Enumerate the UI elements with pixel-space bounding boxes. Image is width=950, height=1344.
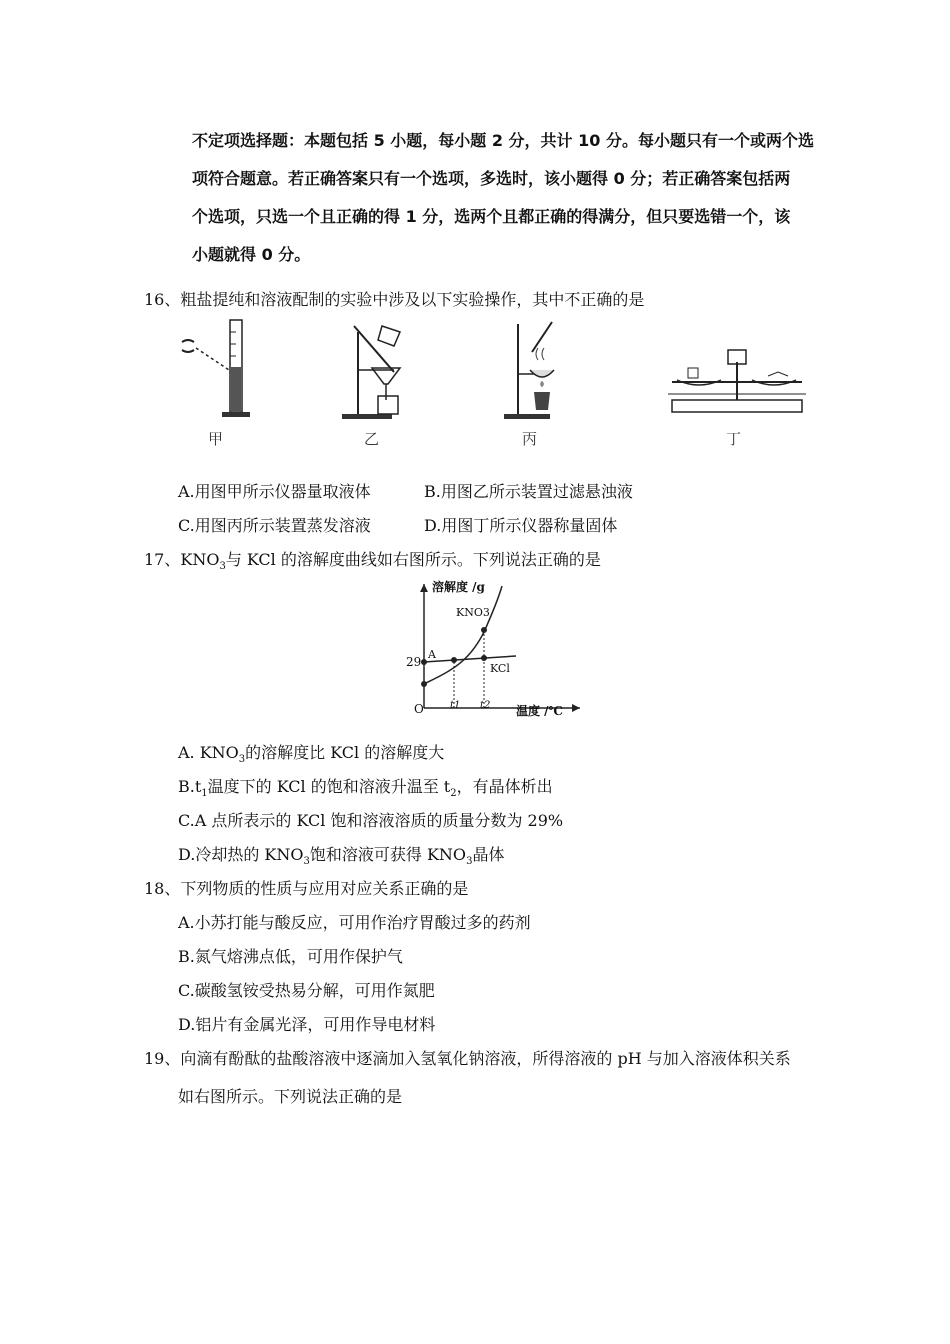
graph-point-a: A — [428, 648, 436, 661]
figure-label-bing: 丙 — [522, 430, 538, 448]
graph-origin: O — [414, 702, 424, 716]
q18-option-a: A.小苏打能与酸反应，可用作治疗胃酸过多的药剂 — [178, 913, 531, 932]
q18-option-c: C.碳酸氢铵受热易分解，可用作氮肥 — [178, 981, 435, 1000]
graduated-cylinder-icon — [182, 320, 250, 417]
graph-xlabel: 温度 /℃ — [516, 704, 563, 718]
instructions-line-3: 个选项，只选一个且正确的得 1 分，选两个且都正确的得满分，但只要选错一个，该 — [192, 207, 791, 226]
graph-t1: t1 — [450, 700, 461, 711]
figure-label-ding: 丁 — [726, 430, 742, 448]
question-18-stem: 18、下列物质的性质与应用对应关系正确的是 — [144, 879, 469, 898]
instructions-line-4: 小题就得 0 分。 — [192, 245, 311, 264]
q16-option-c: C.用图丙所示装置蒸发溶液 — [178, 516, 371, 535]
graph-label-kcl: KCl — [490, 662, 510, 675]
instructions-line-1: 不定项选择题：本题包括 5 小题，每小题 2 分，共计 10 分。每小题只有一个或两个选 — [192, 131, 814, 150]
question-19-stem-line-1: 19、向滴有酚酞的盐酸溶液中逐滴加入氢氧化钠溶液，所得溶液的 pH 与加入溶液体积关系 — [144, 1049, 791, 1068]
question-17-stem: 17、$KNO_3$与 KCl 的溶解度曲线如右图所示。下列说法正确的是 — [144, 550, 601, 573]
graph-ylabel: 溶解度 /g — [432, 580, 485, 594]
filtration-apparatus-icon — [342, 326, 400, 419]
solubility-graph — [388, 578, 588, 722]
graph-y-tick-29: 29 — [406, 655, 422, 669]
q16-option-b: B.用图乙所示装置过滤悬浊液 — [424, 482, 633, 501]
q17-option-a: A. $KNO_3$的溶解度比 KCl 的溶解度大 — [178, 743, 445, 766]
q17-option-c: C.A 点所表示的 KCl 饱和溶液溶质的质量分数为 29% — [178, 811, 564, 830]
figure-label-jia: 甲 — [208, 430, 224, 448]
instructions-line-2: 项符合题意。若正确答案只有一个选项，多选时，该小题得 0 分；若正确答案包括两 — [192, 169, 791, 188]
question-19-stem-line-2: 如右图所示。下列说法正确的是 — [178, 1087, 403, 1106]
question-16-stem: 16、粗盐提纯和溶液配制的实验中涉及以下实验操作，其中不正确的是 — [144, 290, 645, 309]
balance-scale-icon — [668, 350, 806, 412]
q17-option-b: $B.t_1$温度下的 KCl 的饱和溶液升温至 $t_2$，有晶体析出 — [178, 777, 553, 800]
graph-t2: t2 — [480, 700, 491, 711]
q18-option-d: D.铝片有金属光泽，可用作导电材料 — [178, 1015, 436, 1034]
q16-option-d: D.用图丁所示仪器称量固体 — [424, 516, 618, 535]
figure-label-yi: 乙 — [364, 430, 380, 448]
q16-apparatus-figure — [172, 312, 812, 457]
q16-option-a: A.用图甲所示仪器量取液体 — [178, 482, 371, 501]
q18-option-b: B.氮气熔沸点低，可用作保护气 — [178, 947, 403, 966]
graph-label-kno3: KNO3 — [456, 606, 490, 619]
apparatus-illustration — [172, 312, 812, 457]
evaporation-apparatus-icon — [504, 322, 554, 419]
q17-option-d: D.冷却热的 $KNO_3$饱和溶液可获得 $KNO_3$晶体 — [178, 845, 505, 868]
